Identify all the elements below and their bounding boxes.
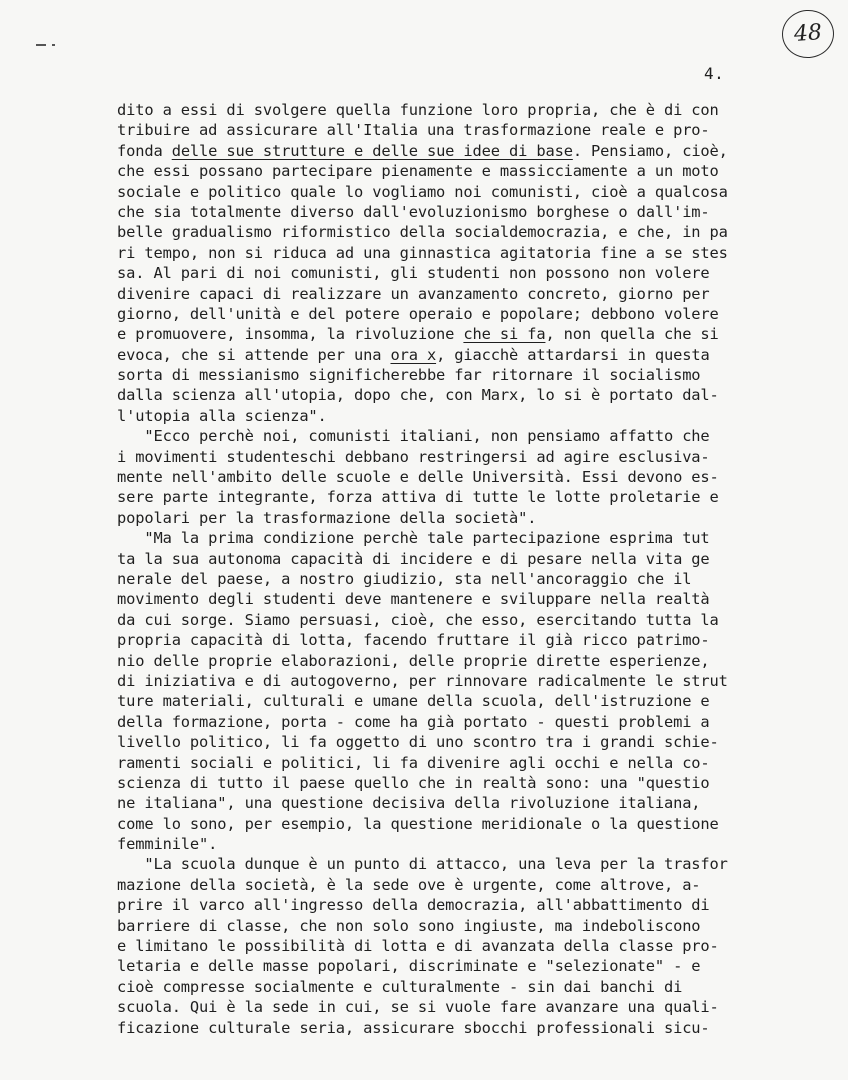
text-line [117, 895, 797, 915]
underlined-phrase: delle sue strutture e delle sue idee di base [171, 141, 573, 160]
text-line [117, 385, 797, 405]
text-segment: giorno, dell'unità e del potere operaio e popolare; debbono volere [117, 304, 719, 323]
text-segment: movimento degli studenti deve mantenere e sviluppare nella realtà [117, 590, 710, 609]
text-line [117, 691, 797, 711]
text-line [117, 936, 797, 956]
handwritten-folio-number: 48 [780, 8, 835, 60]
text-segment: nio delle proprie elaborazioni, delle proprie dirette esperienze, [117, 651, 710, 670]
underlined-phrase: che si fa [463, 325, 546, 344]
text-line [117, 426, 797, 446]
text-segment: che essi possano partecipare pienamente e massicciamente a un moto [117, 162, 719, 181]
text-segment: popolari per la trasformazione della società". [117, 508, 537, 527]
text-line [117, 651, 797, 671]
text-segment: scienza di tutto il paese quello che in realtà sono: una "questio [117, 773, 710, 792]
text-line [117, 854, 797, 874]
text-segment: ture materiali, culturali e umane della scuola, dell'istruzione e [117, 692, 710, 711]
text-line [117, 365, 797, 385]
text-segment: sorta di messianismo significherebbe far ritornare il socialismo [117, 366, 701, 385]
text-segment: come lo sono, per esempio, la questione meridionale o la questione [117, 814, 719, 833]
text-line [117, 406, 797, 426]
text-segment: ramenti sociali e politici, li fa divenire agli occhi e nella co- [117, 753, 710, 772]
text-segment: di iniziativa e di autogoverno, per rinnovare radicalmente le strut [117, 671, 728, 690]
text-segment: , giacchè attardarsi in questa [436, 345, 710, 364]
text-segment: scuola. Qui è la sede in cui, se si vuole fare avanzare una quali- [117, 998, 719, 1017]
text-line [117, 875, 797, 895]
text-segment: evoca, che si attende per una [117, 345, 391, 364]
text-line [117, 467, 797, 487]
text-segment: prire il varco all'ingresso della democrazia, all'abbattimento di [117, 896, 710, 915]
text-line [117, 100, 797, 120]
text-line [117, 243, 797, 263]
text-segment: sociale e politico quale lo vogliamo noi comunisti, cioè a qualcosa [117, 182, 728, 201]
text-line [117, 610, 797, 630]
text-line [117, 202, 797, 222]
text-segment: fonda [117, 141, 172, 160]
text-segment: e limitano le possibilità di lotta e di avanzata della classe pro- [117, 937, 719, 956]
text-line [117, 141, 797, 161]
text-line [117, 916, 797, 936]
text-line [117, 284, 797, 304]
text-segment: "Ecco perchè noi, comunisti italiani, non pensiamo affatto che [117, 427, 710, 446]
text-line [117, 732, 797, 752]
text-line [117, 304, 797, 324]
text-segment: propria capacità di lotta, facendo fruttare il già ricco patrimo- [117, 631, 710, 650]
text-segment: e promuovere, insomma, la rivoluzione [117, 325, 464, 344]
text-segment: della formazione, porta - come ha già portato - questi problemi a [117, 712, 710, 731]
text-segment: che sia totalmente diverso dall'evoluzionismo borghese o dall'im- [117, 202, 710, 221]
text-segment: ri tempo, non si riduca ad una ginnastica agitatoria fine a se stes [117, 243, 728, 262]
text-segment: mazione della società, è la sede ove è urgente, come altrove, a- [117, 875, 701, 894]
text-line [117, 1018, 797, 1038]
text-line [117, 956, 797, 976]
text-line [117, 487, 797, 507]
text-line [117, 977, 797, 997]
text-line [117, 182, 797, 202]
text-line [117, 447, 797, 467]
text-line [117, 222, 797, 242]
text-line [117, 671, 797, 691]
text-segment: nerale del paese, a nostro giudizio, sta nell'ancoraggio che il [117, 569, 692, 588]
text-segment: cioè compresse socialmente e culturalmente - sin dai banchi di [117, 977, 683, 996]
text-line [117, 834, 797, 854]
text-segment: femminile". [117, 835, 218, 854]
text-segment: belle gradualismo riformistico della socialdemocrazia, e che, in pa [117, 223, 728, 242]
text-segment: letaria e delle masse popolari, discriminate e "selezionate" - e [117, 957, 701, 976]
text-segment: divenire capaci di realizzare un avanzamento concreto, giorno per [117, 284, 710, 303]
text-segment: . Pensiamo, cioè, [572, 141, 728, 160]
text-line [117, 324, 797, 344]
margin-mark [36, 44, 58, 48]
text-line [117, 753, 797, 773]
text-line [117, 263, 797, 283]
text-line [117, 712, 797, 732]
text-line [117, 589, 797, 609]
text-segment: sere parte integrante, forza attiva di tutte le lotte proletarie e [117, 488, 719, 507]
text-line [117, 528, 797, 548]
text-segment: , non quella che si [545, 325, 719, 344]
text-line [117, 345, 797, 365]
text-segment: i movimenti studenteschi debbano restringersi ad agire esclusiva- [117, 447, 710, 466]
text-line [117, 793, 797, 813]
underlined-phrase: ora x [390, 345, 437, 364]
text-line [117, 630, 797, 650]
typewritten-body [117, 100, 797, 1038]
text-segment: ta la sua autonoma capacità di incidere e di pesare nella vita ge [117, 549, 710, 568]
text-segment: tribuire ad assicurare all'Italia una trasformazione reale e pro- [117, 121, 710, 140]
text-segment: dalla scienza all'utopia, dopo che, con Marx, lo si è portato dal- [117, 386, 719, 405]
text-segment: ne italiana", una questione decisiva della rivoluzione italiana, [117, 794, 701, 813]
text-line [117, 508, 797, 528]
text-segment: barriere di classe, che non solo sono ingiuste, ma indeboliscono [117, 916, 701, 935]
text-segment: mente nell'ambito delle scuole e delle Università. Essi devono es- [117, 468, 719, 487]
text-line [117, 569, 797, 589]
text-segment: dito a essi di svolgere quella funzione loro propria, che è di con [117, 101, 719, 119]
text-segment: livello politico, li fa oggetto di uno scontro tra i grandi schie- [117, 733, 719, 752]
text-line [117, 997, 797, 1017]
text-segment: l'utopia alla scienza". [117, 406, 327, 425]
text-line [117, 814, 797, 834]
page-number: 4. [704, 64, 725, 83]
text-segment: "Ma la prima condizione perchè tale partecipazione esprima tut [117, 529, 710, 548]
text-line [117, 161, 797, 181]
text-line [117, 773, 797, 793]
text-segment: da cui sorge. Siamo persuasi, cioè, che esso, esercitando tutta la [117, 610, 719, 629]
text-line [117, 549, 797, 569]
text-segment: ficazione culturale seria, assicurare sbocchi professionali sicu- [117, 1018, 710, 1037]
text-segment: "La scuola dunque è un punto di attacco, una leva per la trasfor [117, 855, 728, 874]
text-line [117, 120, 797, 140]
text-segment: sa. Al pari di noi comunisti, gli studenti non possono non volere [117, 264, 710, 283]
